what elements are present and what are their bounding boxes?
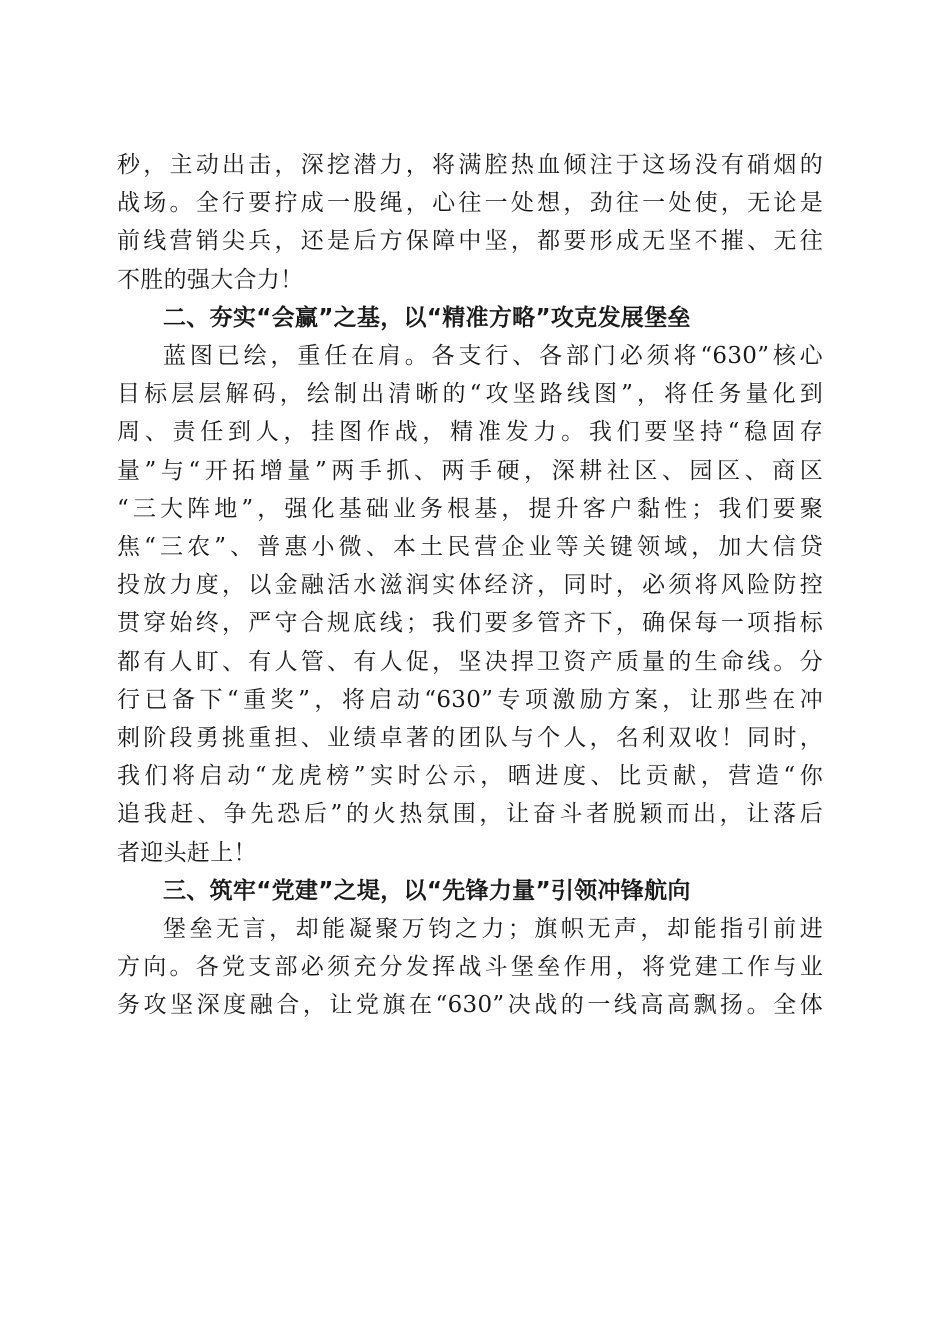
paragraph-line: 不胜的强大合力！: [117, 266, 304, 293]
paragraph-line: 堡垒无言，却能凝聚万钧之力；旗帜无声，却能指引前进: [163, 916, 823, 943]
paragraph-section-2: [117, 337, 823, 872]
paragraph-line: 者迎头赶上！: [117, 839, 257, 866]
paragraph-line: 方向。各党支部必须充分发挥战斗堡垒作用，将党建工作与业: [117, 954, 823, 981]
paragraph-line: 都有人盯、有人管、有人促，坚决捍卫资产质量的生命线。分: [117, 648, 823, 675]
paragraph-line: 目标层层解码，绘制出清晰的“攻坚路线图”，将任务量化到: [117, 381, 823, 408]
paragraph-line: 刺阶段勇挑重担、业绩卓著的团队与个人，名利双收！同时，: [117, 725, 823, 752]
paragraph-line: 战场。全行要拧成一股绳，心往一处想，劲往一处使，无论是: [117, 190, 823, 217]
paragraph-line: 追我赶、争先恐后”的火热氛围，让奋斗者脱颖而出，让落后: [117, 801, 823, 828]
section-heading-2: 二、夯实“会赢”之基，以“精准方略”攻克发展堡垒: [163, 304, 691, 331]
paragraph-line: 贯穿始终，严守合规底线；我们要多管齐下，确保每一项指标: [117, 610, 823, 637]
paragraph-line: 秒，主动出击，深挖潜力，将满腔热血倾注于这场没有硝烟的: [117, 152, 823, 178]
paragraph-line: 蓝图已绘，重任在肩。各支行、各部门必须将“630”核心: [163, 343, 823, 370]
document-body: [117, 146, 823, 1025]
paragraph-line: 我们将启动“龙虎榜”实时公示，晒进度、比贡献，营造“你: [117, 763, 823, 790]
paragraph-line: 投放力度，以金融活水滋润实体经济，同时，必须将风险防控: [117, 572, 823, 599]
paragraph-line: 量”与“开拓增量”两手抓、两手硬，深耕社区、园区、商区: [117, 457, 823, 484]
paragraph-section-3: [117, 910, 823, 1025]
paragraph-line: 务攻坚深度融合，让党旗在“630”决战的一线高高飘扬。全体: [117, 992, 823, 1019]
paragraph-line: 周、责任到人，挂图作战，精准发力。我们要坚持“稳固存: [117, 419, 823, 446]
section-heading-3: 三、筑牢“党建”之堤，以“先锋力量”引领冲锋航向: [163, 877, 691, 904]
paragraph-line: 前线营销尖兵，还是后方保障中坚，都要形成无坚不摧、无往: [117, 228, 823, 255]
paragraph-line: 焦“三农”、普惠小微、本土民营企业等关键领域，加大信贷: [117, 534, 823, 561]
paragraph-line: “三大阵地”，强化基础业务根基，提升客户黏性；我们要聚: [117, 495, 823, 522]
paragraph-line: 行已备下“重奖”，将启动“630”专项激励方案，让那些在冲: [117, 686, 823, 713]
paragraph-continuation: [117, 146, 823, 299]
